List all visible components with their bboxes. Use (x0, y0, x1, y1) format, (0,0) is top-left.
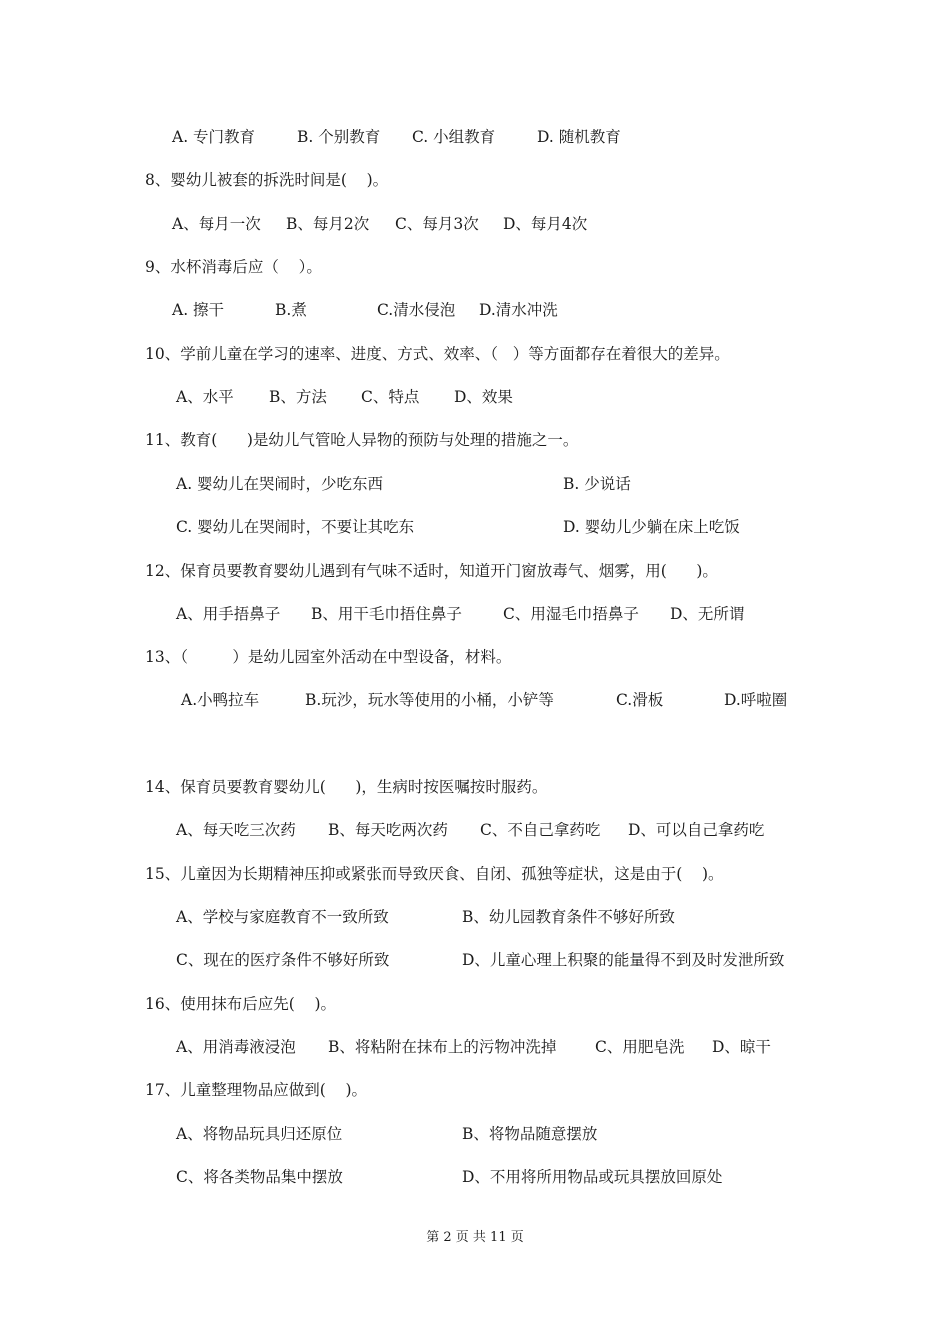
option-A: A、学校与家庭教育不一致所致 (176, 908, 389, 926)
option-D: D、效果 (454, 388, 513, 406)
option-A: A、用手捂鼻子 (176, 605, 281, 623)
option-A: A、用消毒液浸泡 (176, 1038, 296, 1056)
option-C: C.清水侵泡 (377, 301, 456, 319)
option-A: A. 专门教育 (172, 128, 256, 146)
question-11: 11、教育( )是幼儿气管呛人异物的预防与处理的措施之一。 (145, 431, 579, 449)
option-C: C、现在的医疗条件不够好所致 (176, 951, 390, 969)
option-B: B. 少说话 (563, 475, 631, 493)
option-C: C、用湿毛巾捂鼻子 (503, 605, 639, 623)
option-A: A. 婴幼儿在哭闹时，少吃东西 (176, 475, 384, 493)
option-A: A、每月一次 (172, 215, 261, 233)
option-B: B.煮 (275, 301, 307, 319)
option-B: B.玩沙，玩水等使用的小桶，小铲等 (305, 691, 554, 709)
option-D: D、无所谓 (670, 605, 745, 623)
option-A: A、将物品玩具归还原位 (176, 1125, 343, 1143)
question-8: 8、婴幼儿被套的拆洗时间是( )。 (145, 171, 389, 189)
option-C: C、不自己拿药吃 (480, 821, 601, 839)
option-C: C、每月3次 (395, 215, 479, 233)
option-B: B、将物品随意摆放 (462, 1125, 598, 1143)
page-footer: 第 2 页 共 11 页 (426, 1230, 524, 1245)
option-B: B、每月2次 (286, 215, 370, 233)
option-D: D、可以自己拿药吃 (628, 821, 765, 839)
option-A: A.小鸭拉车 (181, 691, 260, 709)
option-B: B. 个别教育 (297, 128, 381, 146)
option-D: D、晾干 (712, 1038, 771, 1056)
option-D: D、每月4次 (503, 215, 588, 233)
option-D: D、不用将所用物品或玩具摆放回原处 (462, 1168, 723, 1186)
option-A: A、每天吃三次药 (176, 821, 296, 839)
option-D: D、儿童心理上积聚的能量得不到及时发泄所致 (462, 951, 785, 969)
option-B: B、幼儿园教育条件不够好所致 (462, 908, 675, 926)
question-9: 9、水杯消毒后应（ ）。 (145, 258, 322, 276)
option-B: B、将粘附在抹布上的污物冲洗掉 (328, 1038, 557, 1056)
option-D: D. 随机教育 (537, 128, 621, 146)
option-A: A. 擦干 (172, 301, 225, 319)
question-12: 12、保育员要教育婴幼儿遇到有气味不适时，知道开门窗放毒气、烟雾，用( )。 (145, 562, 718, 580)
option-B: B、用干毛巾捂住鼻子 (311, 605, 462, 623)
question-15: 15、儿童因为长期精神压抑或紧张而导致厌食、自闭、孤独等症状，这是由于( )。 (145, 865, 724, 883)
option-B: B、方法 (269, 388, 327, 406)
option-A: A、水平 (176, 388, 234, 406)
option-D: D.清水冲洗 (479, 301, 558, 319)
option-C: C.滑板 (616, 691, 664, 709)
option-C: C. 婴幼儿在哭闹时，不要让其吃东 (176, 518, 415, 536)
option-C: C. 小组教育 (412, 128, 496, 146)
option-D: D. 婴幼儿少躺在床上吃饭 (563, 518, 740, 536)
option-D: D.呼啦圈 (724, 691, 788, 709)
question-14: 14、保育员要教育婴幼儿( )，生病时按医嘱按时服药。 (145, 778, 548, 796)
question-16: 16、使用抹布后应先( )。 (145, 995, 337, 1013)
option-C: C、特点 (361, 388, 420, 406)
option-C: C、用肥皂洗 (595, 1038, 685, 1056)
question-17: 17、儿童整理物品应做到( )。 (145, 1081, 368, 1099)
question-10: 10、学前儿童在学习的速率、进度、方式、效率、（ ）等方面都存在着很大的差异。 (145, 345, 730, 363)
option-B: B、每天吃两次药 (328, 821, 448, 839)
option-C: C、将各类物品集中摆放 (176, 1168, 343, 1186)
question-13: 13、（ ）是幼儿园室外活动在中型设备，材料。 (145, 648, 512, 666)
